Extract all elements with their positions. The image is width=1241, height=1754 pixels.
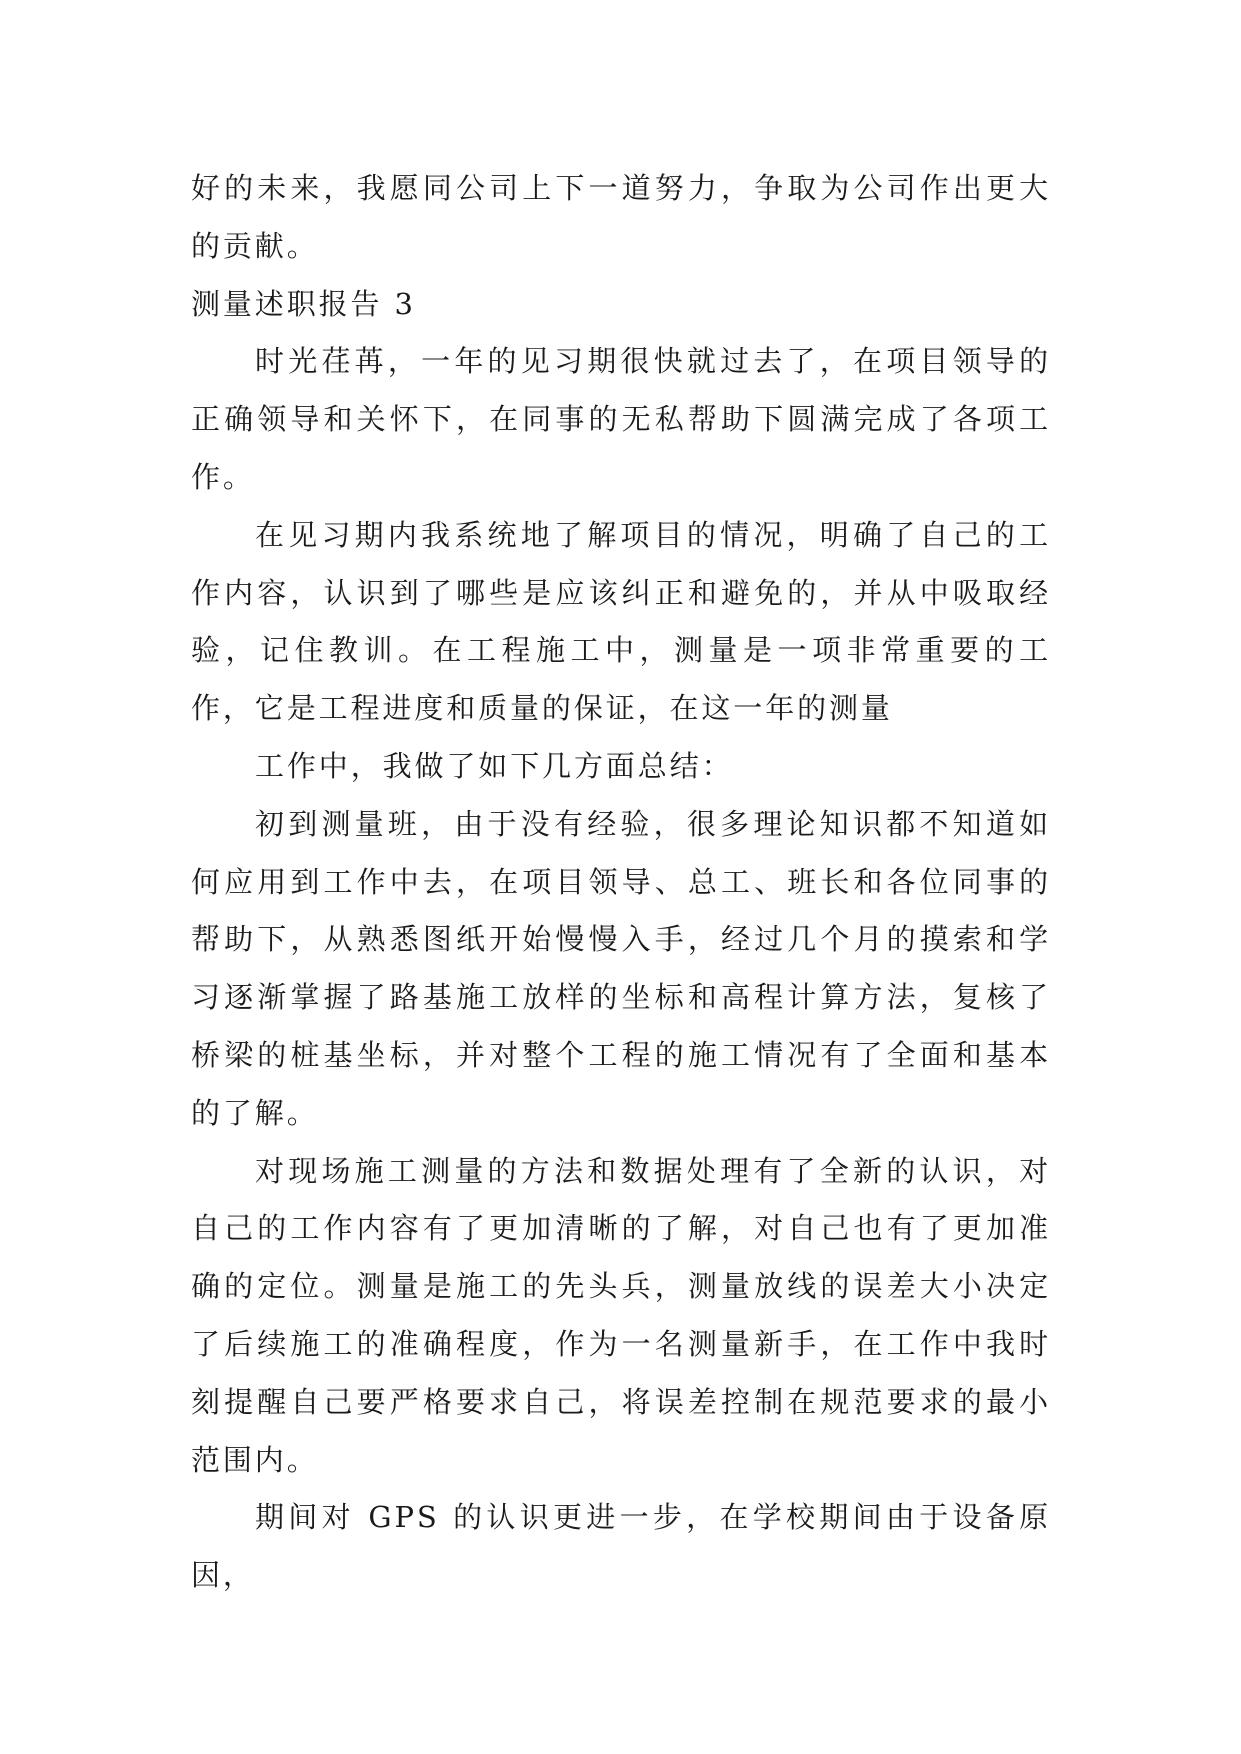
paragraph: 期间对 GPS 的认识更进一步，在学校期间由于设备原因， — [191, 1500, 1051, 1593]
paragraph: 工作中，我做了如下几方面总结： — [255, 748, 734, 783]
paragraph: 对现场施工测量的方法和数据处理有了全新的认识，对自己的工作内容有了更加清晰的了解，对自己也有了更加准确的定位。测量是施工的先头兵，测量放线的误差大小决定了后续施工的准确程度，作为一名测量新手，在工作中我时刻提醒自己要严格要求自己，将误差控制在规范要求的最小范围内。 — [191, 1153, 1051, 1477]
paragraph-continuation: 好的未来，我愿同公司上下一道努力，争取为公司作出更大的贡献。 — [191, 171, 1051, 263]
section-heading: 测量述职报告 3 — [191, 286, 416, 321]
paragraph: 时光荏苒，一年的见习期很快就过去了，在项目领导的正确领导和关怀下，在同事的无私帮助下圆满完成了各项工作。 — [191, 344, 1051, 494]
document-body — [191, 160, 1051, 1605]
paragraph: 初到测量班，由于没有经验，很多理论知识都不知道如何应用到工作中去，在项目领导、总工、班长和各位同事的帮助下，从熟悉图纸开始慢慢入手，经过几个月的摸索和学习逐渐掌握了路基施工放样的坐标和高程计算方法，复核了桥梁的桩基坐标，并对整个工程的施工情况有了全面和基本的了解。 — [191, 806, 1051, 1130]
paragraph: 在见习期内我系统地了解项目的情况，明确了自己的工作内容，认识到了哪些是应该纠正和避免的，并从中吸取经验，记住教训。在工程施工中，测量是一项非常重要的工作，它是工程进度和质量的保证，在这一年的测量 — [191, 517, 1051, 726]
